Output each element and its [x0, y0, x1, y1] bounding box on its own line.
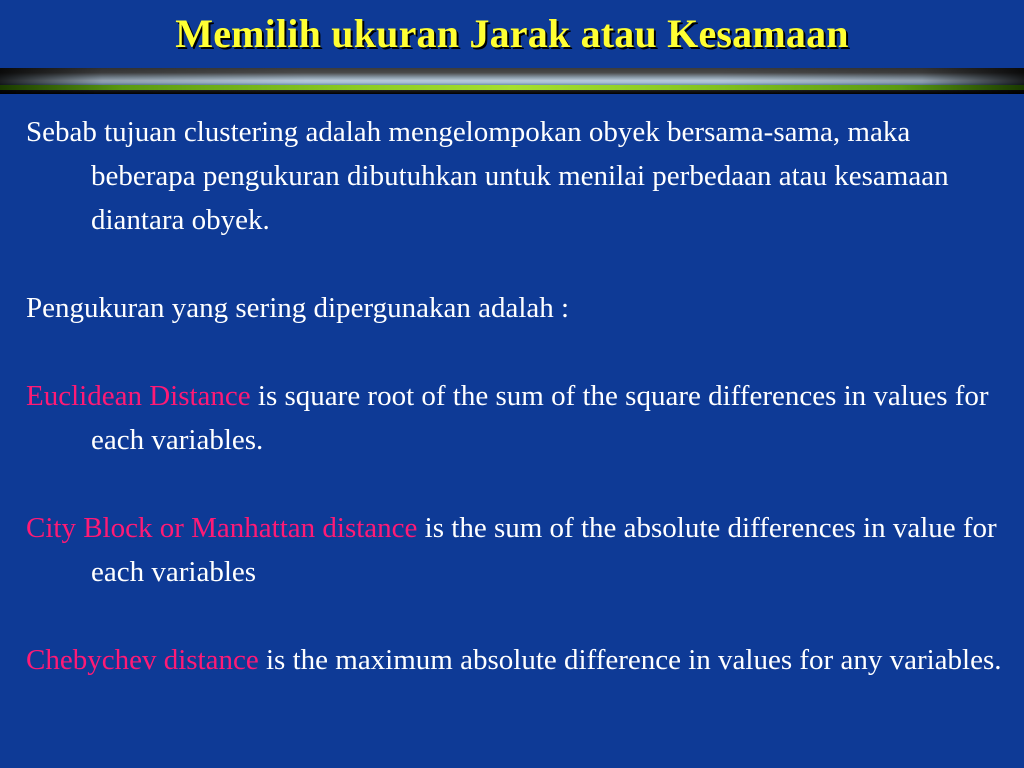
paragraph-measures-intro — [26, 286, 1006, 330]
paragraph-spacer — [26, 594, 1006, 638]
title-divider — [0, 68, 1024, 94]
definition-manhattan-distance: is the sum of the absolute differences in value for each variables — [91, 512, 997, 588]
term-chebychev-distance: Chebychev distance — [26, 644, 259, 676]
paragraph-spacer — [26, 330, 1006, 374]
paragraph-text: Sebab tujuan clustering adalah mengelompokan obyek bersama-sama, maka beberapa pengukuran dibutuhkan untuk menilai perbedaan atau kesamaan diantara obyek. — [26, 116, 949, 236]
paragraph-spacer — [26, 242, 1006, 286]
paragraph-manhattan — [26, 506, 1006, 594]
paragraph-text: Pengukuran yang sering dipergunakan adalah : — [26, 292, 570, 324]
definition-euclidean-distance: is square root of the sum of the square differences in values for each variables. — [91, 380, 989, 456]
slide-body — [26, 110, 1006, 682]
slide-title: Memilih ukuran Jarak atau Kesamaan — [175, 11, 849, 56]
term-manhattan-distance: City Block or Manhattan distance — [26, 512, 418, 544]
paragraph-spacer — [26, 462, 1006, 506]
term-euclidean-distance: Euclidean Distance — [26, 380, 251, 412]
definition-chebychev-distance: is the maximum absolute difference in values for any variables. — [258, 644, 1002, 676]
paragraph-euclidean — [26, 374, 1006, 462]
paragraph-intro — [26, 110, 1006, 242]
divider-accent-line — [0, 85, 1024, 90]
paragraph-chebychev — [26, 638, 1006, 682]
